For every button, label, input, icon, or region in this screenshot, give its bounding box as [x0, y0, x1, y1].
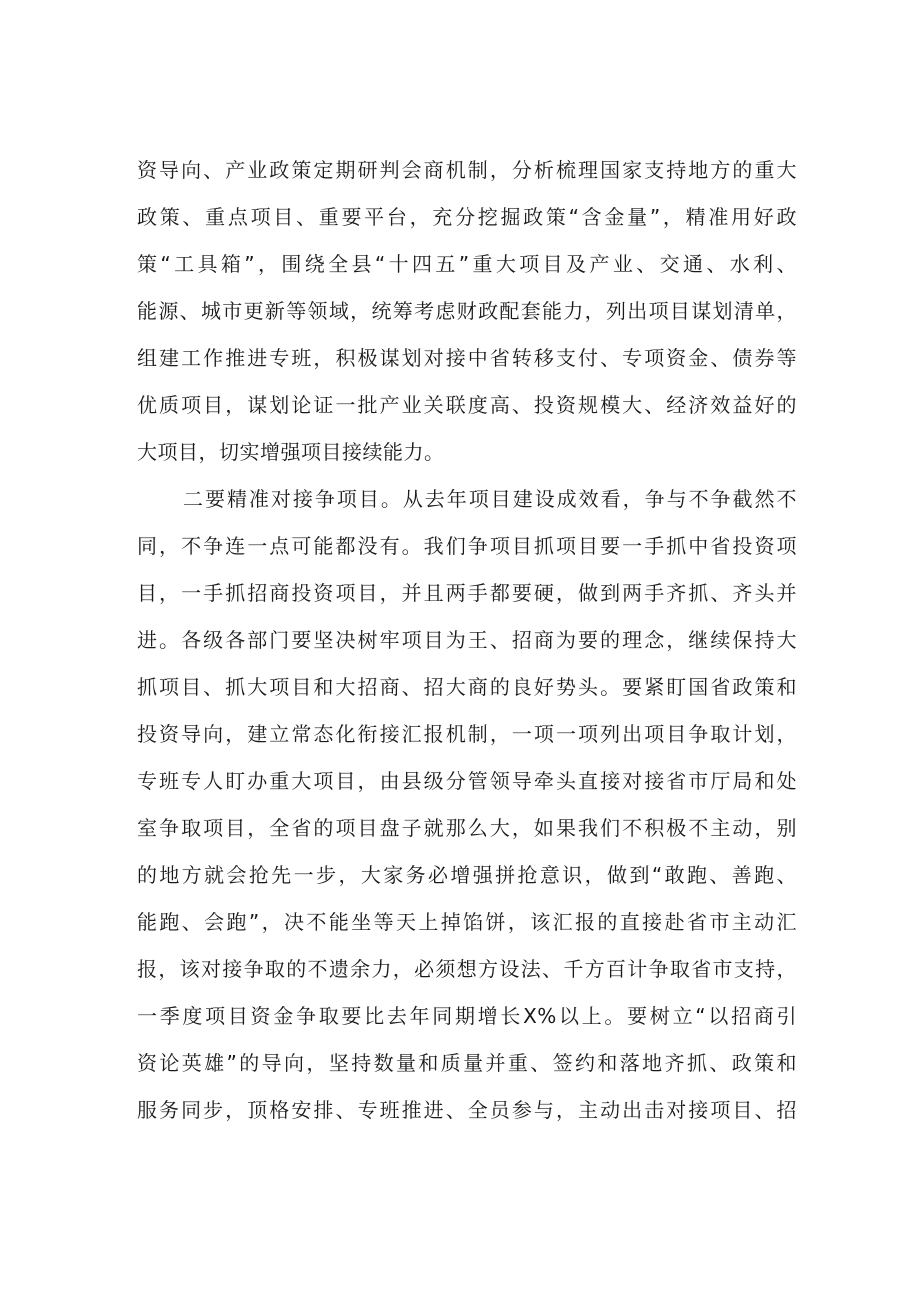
text-line: 报，该对接争取的不遗余力，必须想方设法、千方百计争取省市支持， [137, 957, 797, 981]
text-line: 策“工具箱”，围绕全县“十四五”重大项目及产业、交通、水利、 [137, 252, 797, 276]
text-line: 专班专人盯办重大项目，由县级分管领导牵头直接对接省市厅局和处 [137, 769, 797, 793]
text-line: 同，不争连一点可能都没有。我们争项目抓项目要一手抓中省投资项 [137, 534, 797, 558]
text-line: 抓项目、抓大项目和大招商、招大商的良好势头。要紧盯国省政策和 [137, 675, 797, 699]
text-line: 投资导向，建立常态化衔接汇报机制，一项一项列出项目争取计划， [137, 722, 797, 746]
text-line: 优质项目，谋划论证一批产业关联度高、投资规模大、经济效益好的 [137, 393, 797, 417]
text-line: 资导向、产业政策定期研判会商机制，分析梳理国家支持地方的重大 [137, 158, 797, 182]
text-line: 的地方就会抢先一步，大家务必增强拼抢意识，做到“敢跑、善跑、 [137, 863, 797, 887]
text-line: 室争取项目，全省的项目盘子就那么大，如果我们不积极不主动，别 [137, 816, 797, 840]
text-line: 进。各级各部门要坚决树牢项目为王、招商为要的理念，继续保持大 [137, 628, 797, 652]
text-line: 能源、城市更新等领域，统筹考虑财政配套能力，列出项目谋划清单， [137, 299, 797, 323]
text-line: 组建工作推进专班，积极谋划对接中省转移支付、专项资金、债券等 [137, 346, 797, 370]
paragraph-start-line: 二要精准对接争项目。从去年项目建设成效看，争与不争截然不 [183, 487, 797, 511]
text-line: 政策、重点项目、重要平台，充分挖掘政策“含金量”，精准用好政 [137, 205, 797, 229]
text-line: 资论英雄”的导向，坚持数量和质量并重、签约和落地齐抓、政策和 [137, 1051, 797, 1075]
text-line: 一季度项目资金争取要比去年同期增长X%以上。要树立“以招商引 [137, 1004, 797, 1028]
text-line: 目，一手抓招商投资项目，并且两手都要硬，做到两手齐抓、齐头并 [137, 581, 797, 605]
text-line: 大项目，切实增强项目接续能力。 [137, 440, 445, 464]
text-line: 能跑、会跑”，决不能坐等天上掉馅饼，该汇报的直接赴省市主动汇 [137, 910, 797, 934]
text-line: 服务同步，顶格安排、专班推进、全员参与，主动出击对接项目、招 [137, 1098, 797, 1122]
